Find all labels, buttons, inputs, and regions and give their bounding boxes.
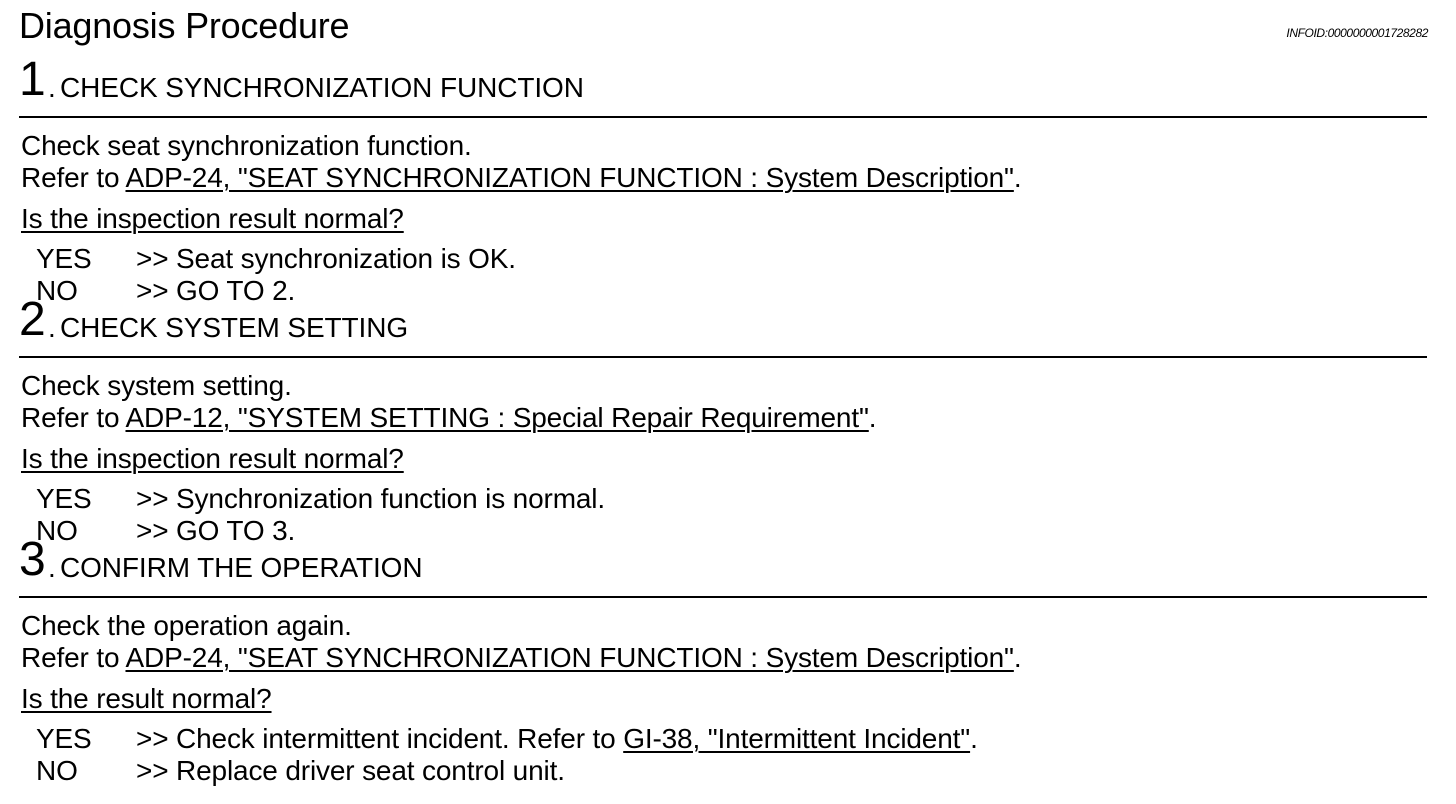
- answer-no-text: >> GO TO 3.: [136, 515, 296, 546]
- answer-yes-label: YES: [36, 243, 92, 274]
- answer-yes-text: >> Synchronization function is normal.: [136, 483, 606, 514]
- step-reference: [21, 642, 1021, 674]
- reference-prefix: Refer to: [21, 402, 126, 433]
- step-number-dot: .: [48, 312, 56, 343]
- intermittent-incident-link[interactable]: GI-38, "Intermittent Incident": [623, 723, 971, 754]
- step-number: 1: [19, 53, 46, 106]
- answer-no-label: NO: [36, 755, 78, 786]
- step-reference: [21, 402, 876, 434]
- reference-prefix: Refer to: [21, 642, 126, 673]
- step-header: [19, 533, 1427, 598]
- step-title: CHECK SYNCHRONIZATION FUNCTION: [60, 72, 584, 103]
- reference-link[interactable]: ADP-24, "SEAT SYNCHRONIZATION FUNCTION : System Description": [125, 162, 1014, 193]
- answer-no-text: >> Replace driver seat control unit.: [136, 755, 565, 786]
- step-number-dot: .: [48, 552, 56, 583]
- answer-yes-label: YES: [36, 483, 92, 514]
- step-instruction: Check seat synchronization function.: [21, 130, 472, 161]
- answer-no: [36, 275, 295, 307]
- step-number-dot: .: [48, 72, 56, 103]
- answer-yes: [36, 723, 978, 755]
- step-2: [19, 293, 1427, 546]
- answer-no-label: NO: [36, 515, 78, 546]
- answer-yes-label: YES: [36, 723, 92, 754]
- answer-yes-text: >> Check intermittent incident. Refer to: [136, 723, 624, 754]
- reference-link[interactable]: ADP-24, "SEAT SYNCHRONIZATION FUNCTION : System Description": [125, 642, 1014, 673]
- answer-no-label: NO: [36, 275, 78, 306]
- info-id: INFOID:0000000001728282: [1286, 26, 1428, 40]
- answer-yes: [36, 483, 605, 515]
- step-number: 2: [19, 293, 46, 346]
- answer-yes-suffix: .: [970, 723, 978, 754]
- reference-suffix: .: [1013, 162, 1022, 193]
- step-header: [19, 293, 1427, 358]
- step-instruction: Check system setting.: [21, 370, 292, 401]
- page-title: Diagnosis Procedure: [19, 5, 350, 46]
- reference-suffix: .: [868, 402, 877, 433]
- result-question: Is the result normal?: [21, 683, 272, 714]
- inspection-question: Is the inspection result normal?: [21, 443, 404, 474]
- answer-no: [36, 515, 295, 547]
- step-number: 3: [19, 533, 46, 586]
- reference-suffix: .: [1013, 642, 1022, 673]
- step-3: [19, 533, 1427, 786]
- inspection-question: Is the inspection result normal?: [21, 203, 404, 234]
- step-header: [19, 53, 1427, 118]
- step-title: CONFIRM THE OPERATION: [60, 552, 423, 583]
- step-1: [19, 53, 1427, 306]
- step-reference: [21, 162, 1021, 194]
- answer-no-text: >> GO TO 2.: [136, 275, 296, 306]
- answer-no: [36, 755, 565, 787]
- reference-prefix: Refer to: [21, 162, 126, 193]
- answer-yes-text: >> Seat synchronization is OK.: [136, 243, 516, 274]
- step-title: CHECK SYSTEM SETTING: [60, 312, 409, 343]
- reference-link[interactable]: ADP-12, "SYSTEM SETTING : Special Repair Requirement": [125, 402, 869, 433]
- answer-yes: [36, 243, 516, 275]
- step-instruction: Check the operation again.: [21, 610, 352, 641]
